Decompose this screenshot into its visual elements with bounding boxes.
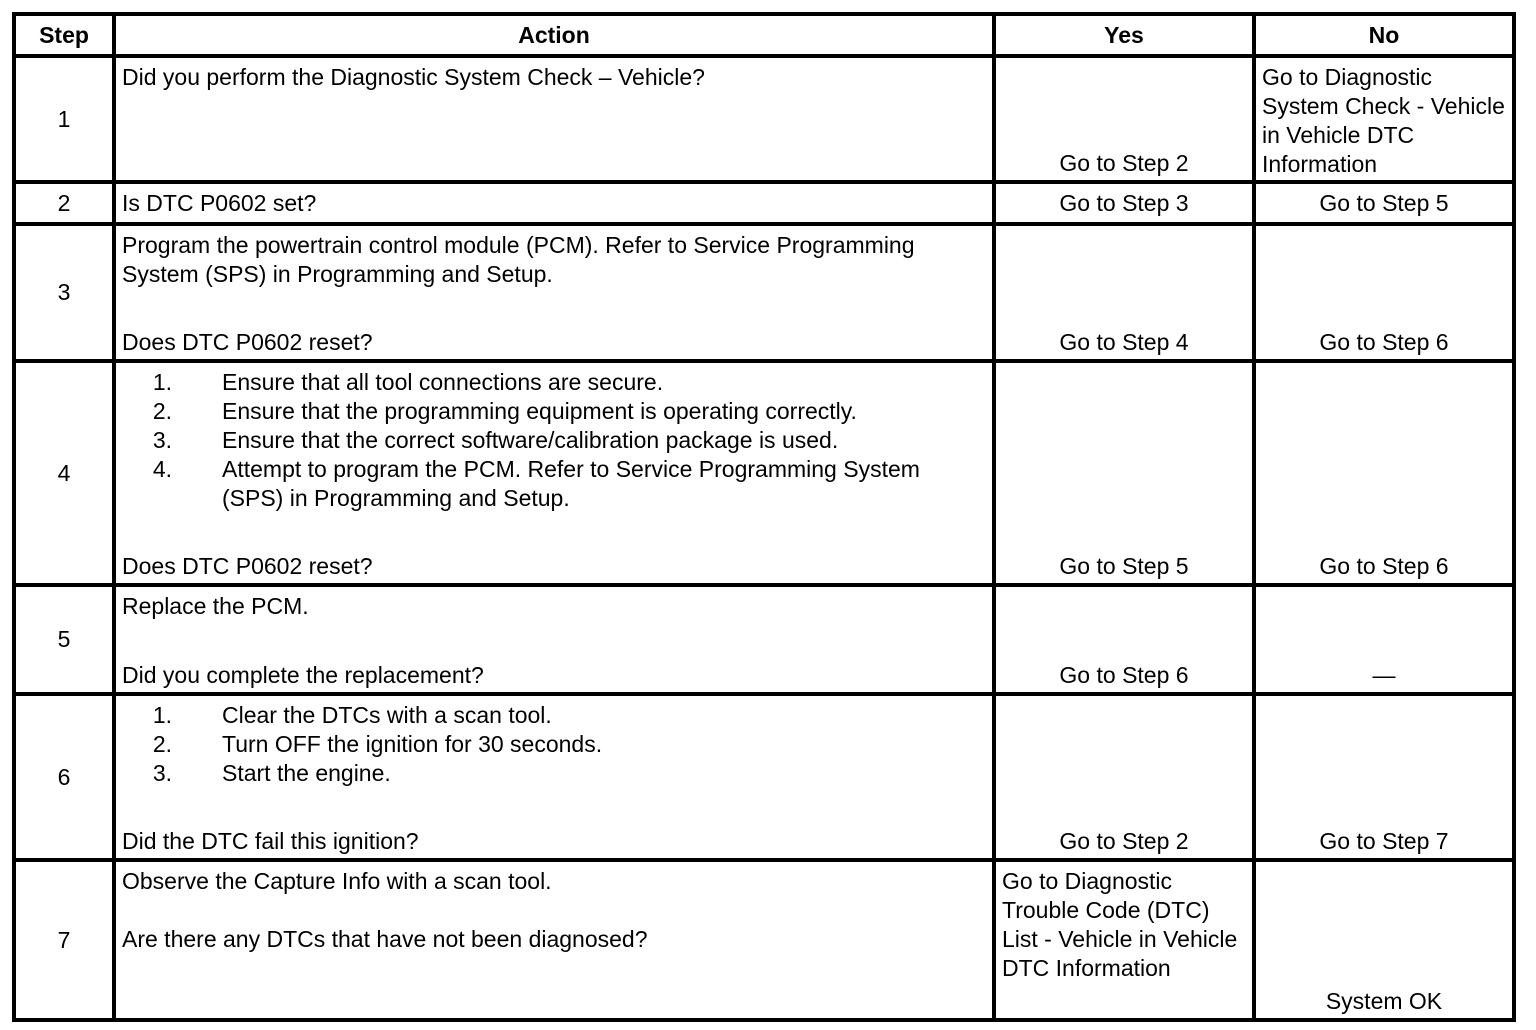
step-number: 2 [14, 182, 114, 224]
list-item [122, 455, 984, 513]
list-text: Attempt to program the PCM. Refer to Service Programming System (SPS) in Programming and Setup. [222, 456, 920, 511]
list-item [122, 397, 984, 426]
action-question: Did the DTC fail this ignition? [122, 828, 419, 854]
list-text: Ensure that all tool connections are secure. [222, 369, 664, 395]
step-number: 5 [14, 585, 114, 694]
no-cell [1254, 860, 1514, 1020]
action-cell [114, 182, 994, 224]
action-text: Is DTC P0602 set? [122, 189, 317, 216]
list-text: Ensure that the correct software/calibration package is used. [222, 427, 839, 453]
yes-link[interactable]: Go to Step 3 [994, 182, 1254, 224]
action-text: Observe the Capture Info with a scan tool. [122, 868, 552, 894]
yes-link[interactable]: Go to Step 2 [1059, 828, 1189, 854]
yes-link[interactable]: Go to Step 2 [1059, 150, 1189, 176]
step-number: 4 [14, 361, 114, 585]
no-link[interactable]: Go to Step 6 [1319, 329, 1449, 355]
header-no: No [1254, 14, 1514, 56]
list-number: 4. [152, 456, 172, 482]
no-cell [1254, 585, 1514, 694]
yes-cell [994, 224, 1254, 361]
no-result: System OK [1325, 988, 1443, 1014]
list-item [122, 426, 984, 455]
yes-link[interactable]: Go to Step 6 [1059, 662, 1189, 688]
header-row [14, 14, 1514, 56]
list-text: Turn OFF the ignition for 30 seconds. [222, 731, 603, 757]
action-text: Replace the PCM. [122, 593, 309, 619]
list-number: 1. [152, 702, 172, 728]
action-cell [114, 361, 994, 585]
no-cell [1254, 224, 1514, 361]
no-cell [1254, 694, 1514, 860]
list-text: Clear the DTCs with a scan tool. [222, 702, 552, 728]
no-cell [1254, 56, 1514, 182]
yes-cell [994, 361, 1254, 585]
step-number: 1 [14, 56, 114, 182]
action-question: Are there any DTCs that have not been diagnosed? [122, 926, 648, 952]
no-link[interactable]: Go to Step 6 [1319, 553, 1449, 579]
table-row [14, 694, 1514, 860]
action-cell [114, 694, 994, 860]
list-item [122, 368, 984, 397]
header-yes: Yes [994, 14, 1254, 56]
list-number: 1. [152, 369, 172, 395]
yes-cell [994, 694, 1254, 860]
list-item [122, 701, 984, 730]
no-link[interactable]: Go to Step 5 [1254, 182, 1514, 224]
yes-link[interactable]: Go to Step 5 [1059, 553, 1189, 579]
action-cell [114, 56, 994, 182]
table-row [14, 361, 1514, 585]
table-row [14, 585, 1514, 694]
list-number: 3. [152, 760, 172, 786]
list-text: Ensure that the programming equipment is operating correctly. [222, 398, 857, 424]
action-cell [114, 585, 994, 694]
action-cell [114, 224, 994, 361]
procedure-list [122, 701, 984, 788]
list-text: Start the engine. [222, 760, 391, 786]
table-row [14, 860, 1514, 1020]
header-action: Action [114, 14, 994, 56]
list-number: 3. [152, 427, 172, 453]
yes-link[interactable]: Go to Diagnostic Trouble Code (DTC) List - Vehicle in Vehicle DTC Information [1002, 868, 1238, 981]
list-item [122, 730, 984, 759]
procedure-list [122, 368, 984, 513]
action-text: Program the powertrain control module (PCM). Refer to Service Programming System (SPS) in Programming and Setup. [122, 232, 915, 287]
list-item [122, 759, 984, 788]
yes-cell [994, 585, 1254, 694]
action-question: Did you complete the replacement? [122, 662, 484, 688]
table-row [14, 182, 1514, 224]
action-cell [114, 860, 994, 1020]
header-step: Step [14, 14, 114, 56]
yes-cell [994, 860, 1254, 1020]
yes-link[interactable]: Go to Step 4 [1059, 329, 1189, 355]
table-row [14, 224, 1514, 361]
action-question: Does DTC P0602 reset? [122, 553, 373, 579]
step-number: 6 [14, 694, 114, 860]
no-cell [1254, 361, 1514, 585]
action-question: Does DTC P0602 reset? [122, 329, 373, 355]
no-link[interactable]: Go to Step 7 [1319, 828, 1449, 854]
action-text: Did you perform the Diagnostic System Check – Vehicle? [122, 64, 705, 90]
no-link[interactable]: Go to Diagnostic System Check - Vehicle in Vehicle DTC Information [1262, 64, 1505, 177]
step-number: 7 [14, 860, 114, 1020]
no-value: — [1372, 662, 1396, 688]
yes-cell [994, 56, 1254, 182]
diagnostic-table [12, 12, 1516, 1022]
list-number: 2. [152, 398, 172, 424]
step-number: 3 [14, 224, 114, 361]
list-number: 2. [152, 731, 172, 757]
table-row [14, 56, 1514, 182]
